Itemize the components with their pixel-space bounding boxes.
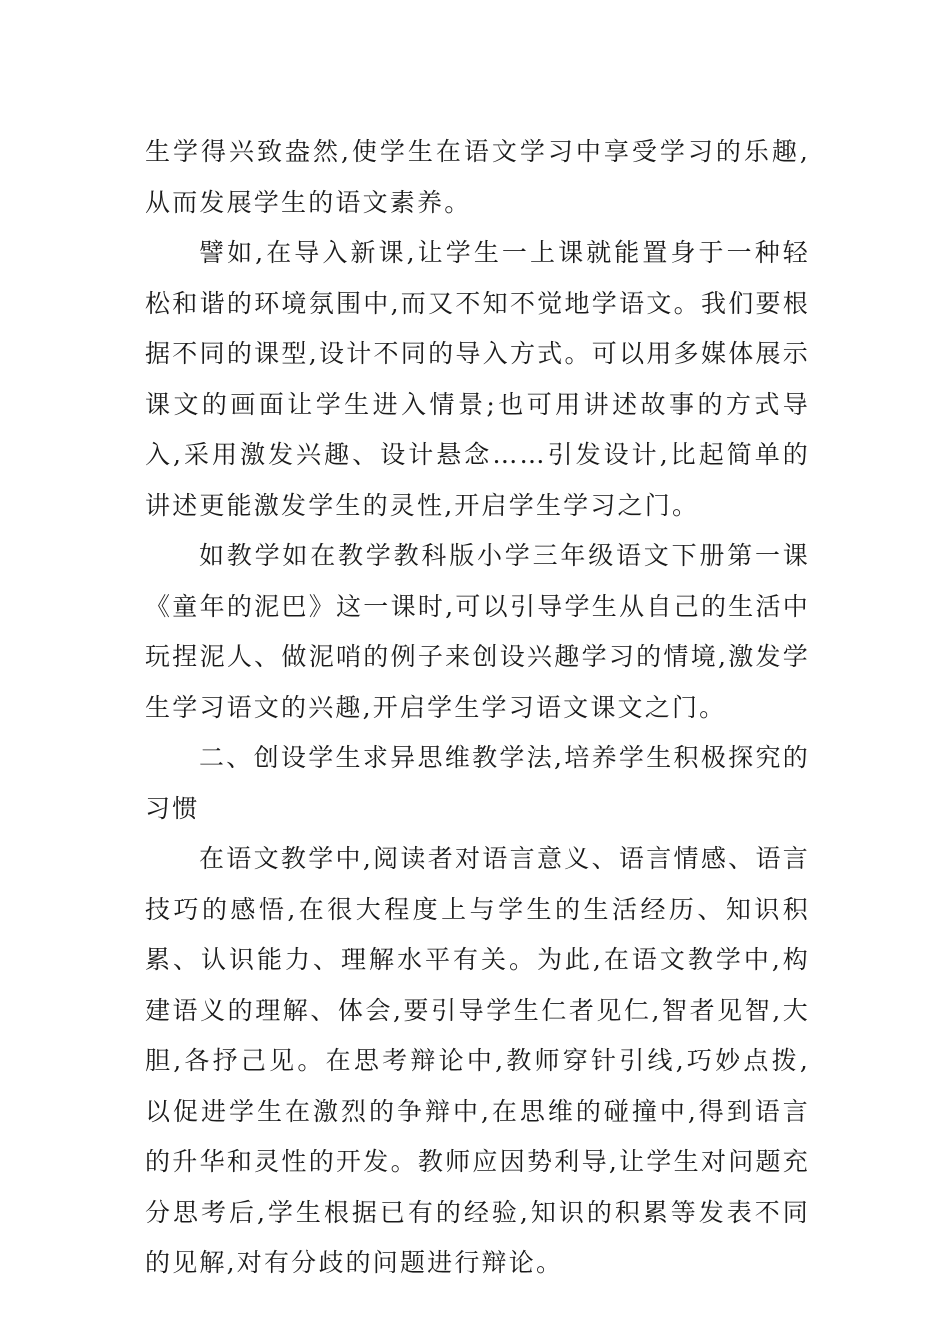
document-body bbox=[145, 127, 810, 1289]
paragraph-3: 如教学如在教学教科版小学三年级语文下册第一课《童年的泥巴》这一课时,可以引导学生从自己的生活中玩捏泥人、做泥哨的例子来创设兴趣学习的情境,激发学生学习语文的兴趣,开启学生学习语文课文之门。 bbox=[145, 541, 810, 722]
section-heading-2: 二、创设学生求异思维教学法,培养学生积极探究的习惯 bbox=[145, 743, 810, 823]
paragraph-4: 在语文教学中,阅读者对语言意义、语言情感、语言技巧的感悟,在很大程度上与学生的生活经历、知识积累、认识能力、理解水平有关。为此,在语文教学中,构建语义的理解、体会,要引导学生仁者见仁,智者见智,大胆,各抒己见。在思考辩论中,教师穿针引线,巧妙点拨,以促进学生在激烈的争辩中,在思维的碰撞中,得到语言的升华和灵性的开发。教师应因势利导,让学生对问题充分思考后,学生根据已有的经验,知识的积累等发表不同的见解,对有分歧的问题进行辩论。 bbox=[145, 844, 810, 1277]
paragraph-1: 生学得兴致盎然,使学生在语文学习中享受学习的乐趣,从而发展学生的语文素养。 bbox=[145, 137, 810, 217]
paragraph-2: 譬如,在导入新课,让学生一上课就能置身于一种轻松和谐的环境氛围中,而又不知不觉地学语文。我们要根据不同的课型,设计不同的导入方式。可以用多媒体展示课文的画面让学生进入情景;也可用讲述故事的方式导入,采用激发兴趣、设计悬念……引发设计,比起简单的讲述更能激发学生的灵性,开启学生学习之门。 bbox=[145, 238, 810, 520]
